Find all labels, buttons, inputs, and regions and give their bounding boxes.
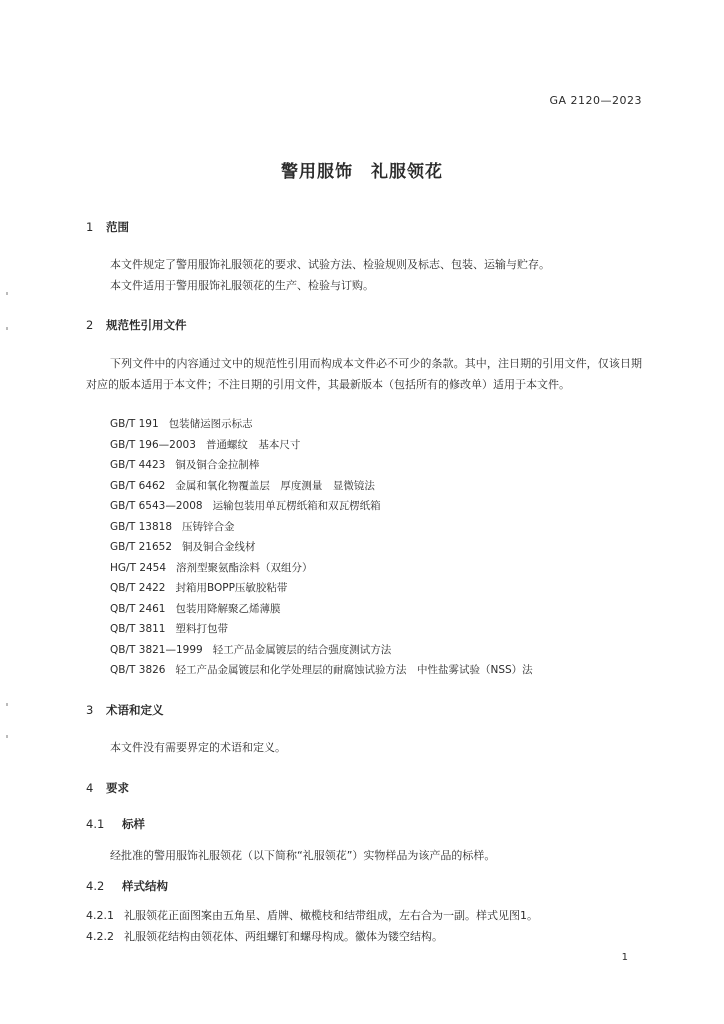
section-number: 2 (86, 318, 94, 332)
clause-number: 4.2.2 (86, 930, 114, 943)
subsection-number: 4.2 (86, 879, 105, 893)
reference-title: 轻工产品金属镀层和化学处理层的耐腐蚀试验方法 中性盐雾试验（NSS）法 (175, 664, 533, 676)
reference-item (110, 455, 533, 476)
clause-4-2-2 (86, 927, 646, 947)
reference-list (110, 414, 533, 681)
scan-mark (6, 292, 8, 295)
reference-item (110, 619, 533, 640)
reference-item (110, 599, 533, 620)
reference-item (110, 578, 533, 599)
section-title: 规范性引用文件 (106, 318, 187, 332)
reference-item (110, 476, 533, 497)
section-4-heading (86, 780, 129, 796)
reference-code: QB/T 2422 (110, 582, 166, 594)
section-1-paragraph-1: 本文件规定了警用服饰礼服领花的要求、试验方法、检验规则及标志、包装、运输与贮存。 (110, 258, 550, 271)
section-title: 要求 (106, 781, 129, 795)
subsection-number: 4.1 (86, 817, 105, 831)
subsection-title: 样式结构 (122, 879, 168, 893)
section-title: 范围 (106, 220, 129, 234)
section-number: 4 (86, 781, 94, 795)
reference-code: QB/T 3826 (110, 664, 166, 676)
reference-code: GB/T 6462 (110, 479, 166, 492)
reference-code: QB/T 2461 (110, 602, 166, 615)
section-2-heading (86, 317, 187, 333)
reference-title: 轻工产品金属镀层的结合强度测试方法 (212, 643, 392, 656)
reference-title: 压铸锌合金 (182, 520, 235, 533)
reference-code: HG/T 2454 (110, 561, 167, 574)
reference-item (110, 414, 533, 435)
section-2-intro: 下列文件中的内容通过文中的规范性引用而构成本文件必不可少的条款。其中，注日期的引用文件，仅该日期对应的版本适用于本文件；不注日期的引用文件，其最新版本（包括所有的修改单）适用于本文件。 (86, 357, 642, 391)
reference-item (110, 660, 533, 681)
document-number: GA 2120—2023 (549, 94, 642, 107)
reference-code: GB/T 6543—2008 (110, 500, 203, 512)
section-number: 1 (86, 220, 94, 234)
scan-mark (6, 735, 8, 738)
subsection-title: 标样 (122, 817, 145, 831)
reference-code: GB/T 196—2003 (110, 438, 196, 451)
clause-text: 礼服领花结构由领花体、两组螺钉和螺母构成。徽体为镂空结构。 (124, 930, 443, 943)
clause-number: 4.2.1 (86, 909, 114, 922)
page-number: 1 (621, 952, 628, 963)
reference-title: 运输包装用单瓦楞纸箱和双瓦楞纸箱 (212, 500, 381, 512)
reference-code: QB/T 3811 (110, 623, 166, 635)
reference-item (110, 558, 533, 579)
reference-code: QB/T 3821—1999 (110, 643, 203, 656)
reference-code: GB/T 21652 (110, 541, 173, 553)
reference-code: GB/T 4423 (110, 459, 166, 471)
reference-title: 金属和氧化物覆盖层 厚度测量 显微镜法 (175, 479, 375, 492)
reference-title: 包装储运图示标志 (168, 418, 253, 430)
section-1-paragraph-2: 本文件适用于警用服饰礼服领花的生产、检验与订购。 (110, 279, 374, 292)
reference-title: 溶剂型聚氨酯涂料（双组分） (176, 561, 313, 574)
subsection-4-1-paragraph: 经批准的警用服饰礼服领花（以下简称“礼服领花”）实物样品为该产品的标样。 (110, 849, 496, 862)
reference-item (110, 435, 533, 456)
section-1-heading (86, 219, 129, 235)
subsection-4-1-heading (86, 816, 145, 832)
section-title: 术语和定义 (106, 703, 164, 717)
section-number: 3 (86, 703, 94, 717)
reference-code: GB/T 191 (110, 418, 159, 430)
reference-title: 包装用降解聚乙烯薄膜 (175, 602, 281, 615)
subsection-4-2-heading (86, 878, 168, 894)
scan-mark (6, 703, 8, 706)
reference-title: 铜及铜合金拉制棒 (175, 459, 260, 471)
document-title: 警用服饰 礼服领花 (281, 162, 443, 182)
reference-title: 封箱用BOPP压敏胶粘带 (175, 582, 288, 594)
reference-item (110, 517, 533, 538)
reference-item (110, 496, 533, 517)
section-3-heading (86, 702, 164, 718)
reference-title: 铜及铜合金线材 (182, 541, 256, 553)
clause-4-2-1 (86, 906, 646, 926)
reference-item (110, 640, 533, 661)
reference-item (110, 537, 533, 558)
reference-title: 塑料打包带 (175, 623, 228, 635)
clause-text: 礼服领花正面图案由五角星、盾牌、橄榄枝和结带组成，左右合为一副。样式见图1。 (124, 909, 538, 922)
reference-code: GB/T 13818 (110, 520, 173, 533)
section-3-paragraph: 本文件没有需要界定的术语和定义。 (110, 741, 286, 754)
reference-title: 普通螺纹 基本尺寸 (205, 438, 301, 451)
scan-mark (6, 327, 8, 330)
